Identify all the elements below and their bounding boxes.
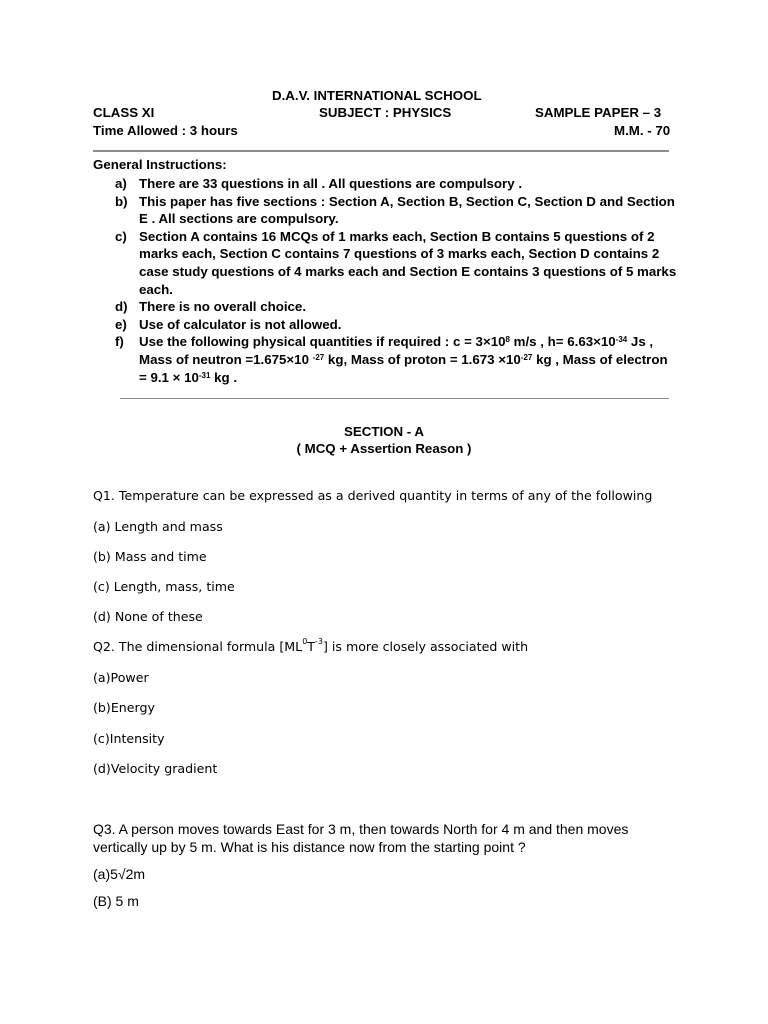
time-allowed: Time Allowed : 3 hours <box>93 123 238 138</box>
instruction-text: Use of calculator is not allowed. <box>139 316 342 332</box>
instruction-item <box>93 193 678 228</box>
instruction-label: a) <box>115 176 127 191</box>
instruction-item <box>93 298 678 316</box>
q2-option-d: (d)Velocity gradient <box>93 761 218 776</box>
question-2: Q2. The dimensional formula $[ML^0T^{-3}]$ is more closely associated with <box>93 637 529 654</box>
q2-option-c: (c)Intensity <box>93 731 165 746</box>
instruction-label: b) <box>115 193 128 209</box>
instructions-divider <box>120 398 669 399</box>
class-label: CLASS XI <box>93 105 155 120</box>
instruction-text: There are 33 questions in all . All questions are compulsory . <box>139 176 523 191</box>
section-subtitle: ( MCQ + Assertion Reason ) <box>296 441 472 456</box>
school-name: D.A.V. INTERNATIONAL SCHOOL <box>272 88 482 103</box>
instructions-title: General Instructions: <box>93 157 227 172</box>
q1-option-d: (d) None of these <box>93 609 203 624</box>
section-title: SECTION - A <box>343 424 425 439</box>
instruction-text: Section A contains 16 MCQs of 1 marks each, Section B contains 5 questions of 2 marks each, Section C contains 7 questions of 3 marks each, Section D contains 2 case study questions of 4 marks each and Section E contains 3 questions of 5 marks each. <box>139 228 677 297</box>
subject-label: SUBJECT : PHYSICS <box>319 105 452 120</box>
instruction-item <box>93 333 678 386</box>
instruction-label: c) <box>115 228 127 244</box>
instruction-text: This paper has five sections : Section A, Section B, Section C, Section D and Section E . All sections are compulsory. <box>139 193 675 227</box>
instruction-label: e) <box>115 316 127 332</box>
q1-option-c: (c) Length, mass, time <box>93 579 235 594</box>
instruction-item <box>93 316 678 334</box>
q1-option-a: (a) Length and mass <box>93 519 223 534</box>
instruction-item <box>93 228 678 298</box>
instruction-text: There is no overall choice. <box>139 299 307 315</box>
q3-option-b: (B) 5 m <box>93 893 139 909</box>
max-marks: M.M. - 70 <box>614 123 671 138</box>
instructions-list <box>93 175 678 386</box>
question-1: Q1. Temperature can be expressed as a derived quantity in terms of any of the following <box>93 488 653 503</box>
instruction-item <box>93 175 678 193</box>
q2-option-b: (b)Energy <box>93 700 155 715</box>
q2-option-a: (a)Power <box>93 670 149 685</box>
paper-label: SAMPLE PAPER – 3 <box>535 105 662 120</box>
instruction-label: f) <box>115 334 124 350</box>
header-divider <box>93 150 669 152</box>
q3-option-a: (a)5√2m <box>93 866 146 882</box>
q1-option-b: (b) Mass and time <box>93 549 207 564</box>
question-3: Q3. A person moves towards East for 3 m, then towards North for 4 m and then moves vertically up by 5 m. What is his distance now from the starting point ? <box>93 821 629 855</box>
instruction-text-constants: Use the following physical quantities if required : $c = 3\times 10^8$ m/s , $h= 6.63\times 10^{-34}$ Js , Mass of neutron =1.675×10 $^{-27}$ kg, Mass of proton = $1.673 \times 10^{-27}$ kg , Mass of electron = $9.1 \times 10^{-31}$ kg . <box>139 334 668 385</box>
instruction-label: d) <box>115 299 128 315</box>
